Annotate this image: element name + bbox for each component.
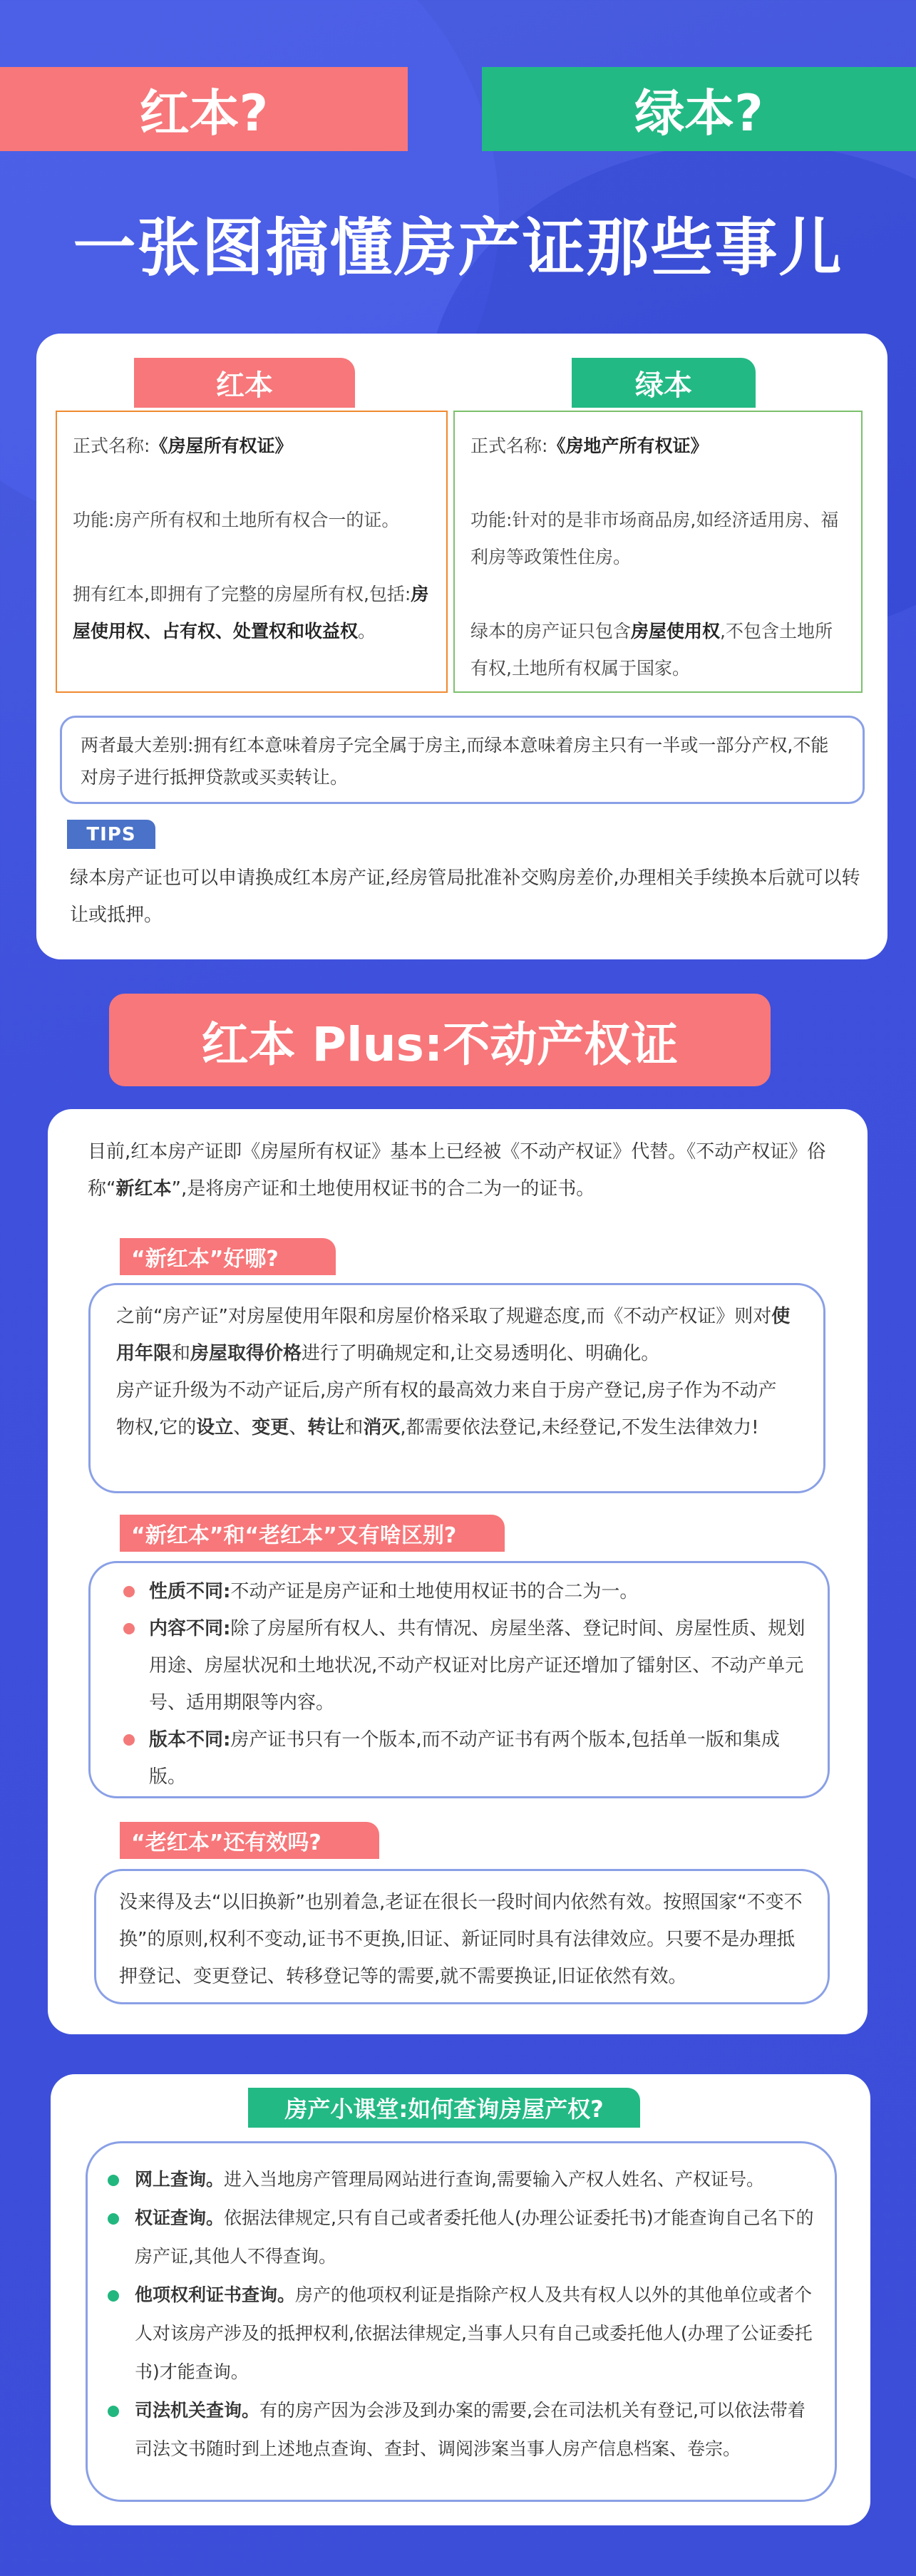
text-part: 和 (344, 1417, 364, 1438)
section-title-differences: “新红本”和“老红本”又有啥区别? (120, 1515, 505, 1552)
bold-term: 使用年限 (116, 1306, 791, 1364)
ownership-suffix: ,不包含土地所有权,土地所有权属于国家。 (470, 621, 833, 679)
classroom-title: 房产小课堂:如何查询房屋产权? (248, 2088, 640, 2128)
list-item (118, 1610, 806, 1721)
list-item (98, 2199, 818, 2276)
item-head: 他项权利证书查询。 (135, 2284, 296, 2305)
red-book-label: 红本 (134, 358, 355, 408)
intro-bold: 新红本 (115, 1178, 172, 1200)
page-title: 一张图搞懂房产证那些事儿 (73, 211, 843, 284)
advantages-box (88, 1283, 825, 1493)
section-title-advantages: “新红本”好哪? (120, 1238, 336, 1275)
intro-part: 目前,红本房产证即《房屋所有权证》基本上已经被《不动产权证》代替。《不动产权证》俗称“ (88, 1141, 826, 1200)
bold-term: 消灭 (363, 1417, 401, 1438)
item-text: 房产证书只有一个版本,而不动产证书有两个版本,包括单一版和集成版。 (149, 1729, 780, 1788)
validity-box: 没来得及去“以旧换新”也别着急,老证在很长一段时间内依然有效。按照国家“不变不换”的原则,权利不变动,证书不更换,旧证、新证同时具有法律效应。只要不是办理抵押登记、变更登记、转移登记等的需要,就不需要换证,旧证依然有效。 (94, 1869, 830, 2004)
text-part: 之前“房产证”对房屋使用年限和房屋价格采取了规避态度,而《不动产权证》则对 (116, 1306, 772, 1327)
plus-banner: 红本 Plus:不动产权证 (109, 994, 771, 1086)
ownership-rights: 房屋使用权 (631, 621, 721, 642)
differences-box (88, 1561, 830, 1798)
item-text: 房产的他项权利证是指除产权人及共有权人以外的其他单位或者个人对该房产涉及的抵押权利,依据法律规定,当事人只有自己或委托他人(办理了公证委托书)才能查询。 (135, 2284, 813, 2382)
red-book-info (56, 411, 448, 693)
intro-part: ”,是将房产证和土地使用权证书的合二为一的证书。 (171, 1178, 595, 1200)
item-text: 不动产证是房产证和土地使用权证书的合二为一。 (230, 1581, 639, 1602)
query-methods-box (86, 2141, 837, 2502)
text-part: ,都需要依法登记,未经登记,不发生法律效力! (400, 1417, 759, 1438)
bold-term: 房屋取得价格 (190, 1343, 302, 1364)
intro-text (88, 1133, 843, 1207)
list-item (118, 1573, 806, 1610)
official-name: 《房屋所有权证》 (150, 436, 293, 456)
green-book-tag: 绿本? (482, 67, 916, 151)
item-text: 进入当地房产管理局网站进行查询,需要输入产权人姓名、产权证号。 (224, 2169, 764, 2190)
green-book-info (453, 411, 863, 693)
list-item (98, 2391, 818, 2468)
bold-term: 设立 (196, 1417, 234, 1438)
list-item (118, 1721, 806, 1796)
ownership-text: 拥有红本,即拥有了完整的房屋所有权,包括: (73, 584, 411, 604)
advantage-paragraph (116, 1372, 795, 1446)
bold-term: 变更 (252, 1417, 289, 1438)
differences-list (118, 1573, 806, 1796)
function-text: 功能:针对的是非市场商品房,如经济适用房、福利房等政策性住房。 (470, 510, 839, 567)
ownership-text: 绿本的房产证只包含 (470, 621, 632, 642)
item-text: 除了房屋所有权人、共有情况、房屋坐落、登记时间、房屋性质、规划用途、房屋状况和土地状况,不动产权证对比房产证还增加了镭射区、不动产单元号、适用期限等内容。 (149, 1618, 806, 1714)
list-item (98, 2276, 818, 2391)
tips-text: 绿本房产证也可以申请换成红本房产证,经房管局批准补交购房差价,办理相关手续换本后就可以转让或抵押。 (70, 867, 860, 926)
item-head: 内容不同: (149, 1618, 231, 1639)
ownership-rights: 房屋使用权、占有权、处置权和收益权 (73, 584, 429, 642)
difference-note: 两者最大差别:拥有红本意味着房子完全属于房主,而绿本意味着房主只有一半或一部分产权,不能对房子进行抵押贷款或买卖转让。 (60, 716, 865, 804)
list-item (98, 2160, 818, 2199)
red-book-tag: 红本? (0, 67, 408, 151)
item-head: 性质不同: (149, 1581, 231, 1602)
function-text: 功能:房产所有权和土地所有权合一的证。 (73, 510, 400, 530)
green-book-label: 绿本 (572, 358, 756, 408)
name-label: 正式名称: (470, 436, 548, 456)
text-part: 进行了明确规定和,让交易透明化、明确化。 (302, 1343, 660, 1364)
item-head: 版本不同: (149, 1729, 231, 1751)
advantage-paragraph (116, 1298, 795, 1372)
bold-term: 转让 (307, 1417, 345, 1438)
text-part: 和 (172, 1343, 191, 1364)
text-part: 、 (233, 1417, 252, 1438)
item-head: 司法机关查询。 (135, 2400, 260, 2421)
section-title-validity: “老红本”还有效吗? (120, 1822, 379, 1859)
name-label: 正式名称: (73, 436, 150, 456)
ownership-suffix: 。 (358, 621, 376, 642)
query-methods-list (98, 2160, 818, 2468)
text-part: 房产证升级为不动产证后,房产所有权的最高效力来自于房产登记,房子作为不动产物权,它的 (116, 1380, 777, 1438)
item-head: 网上查询。 (135, 2169, 225, 2190)
official-name: 《房地产所有权证》 (547, 436, 709, 456)
item-text: 有的房产因为会涉及到办案的需要,会在司法机关有登记,可以依法带着司法文书随时到上述地点查询、查封、调阅涉案当事人房产信息档案、卷宗。 (135, 2400, 806, 2459)
tips-badge: TIPS (67, 820, 155, 849)
item-text: 依据法律规定,只有自己或者委托他人(办理公证委托书)才能查询自己名下的房产证,其他人不得查询。 (135, 2207, 814, 2267)
text-part: 、 (289, 1417, 308, 1438)
item-head: 权证查询。 (135, 2207, 225, 2228)
